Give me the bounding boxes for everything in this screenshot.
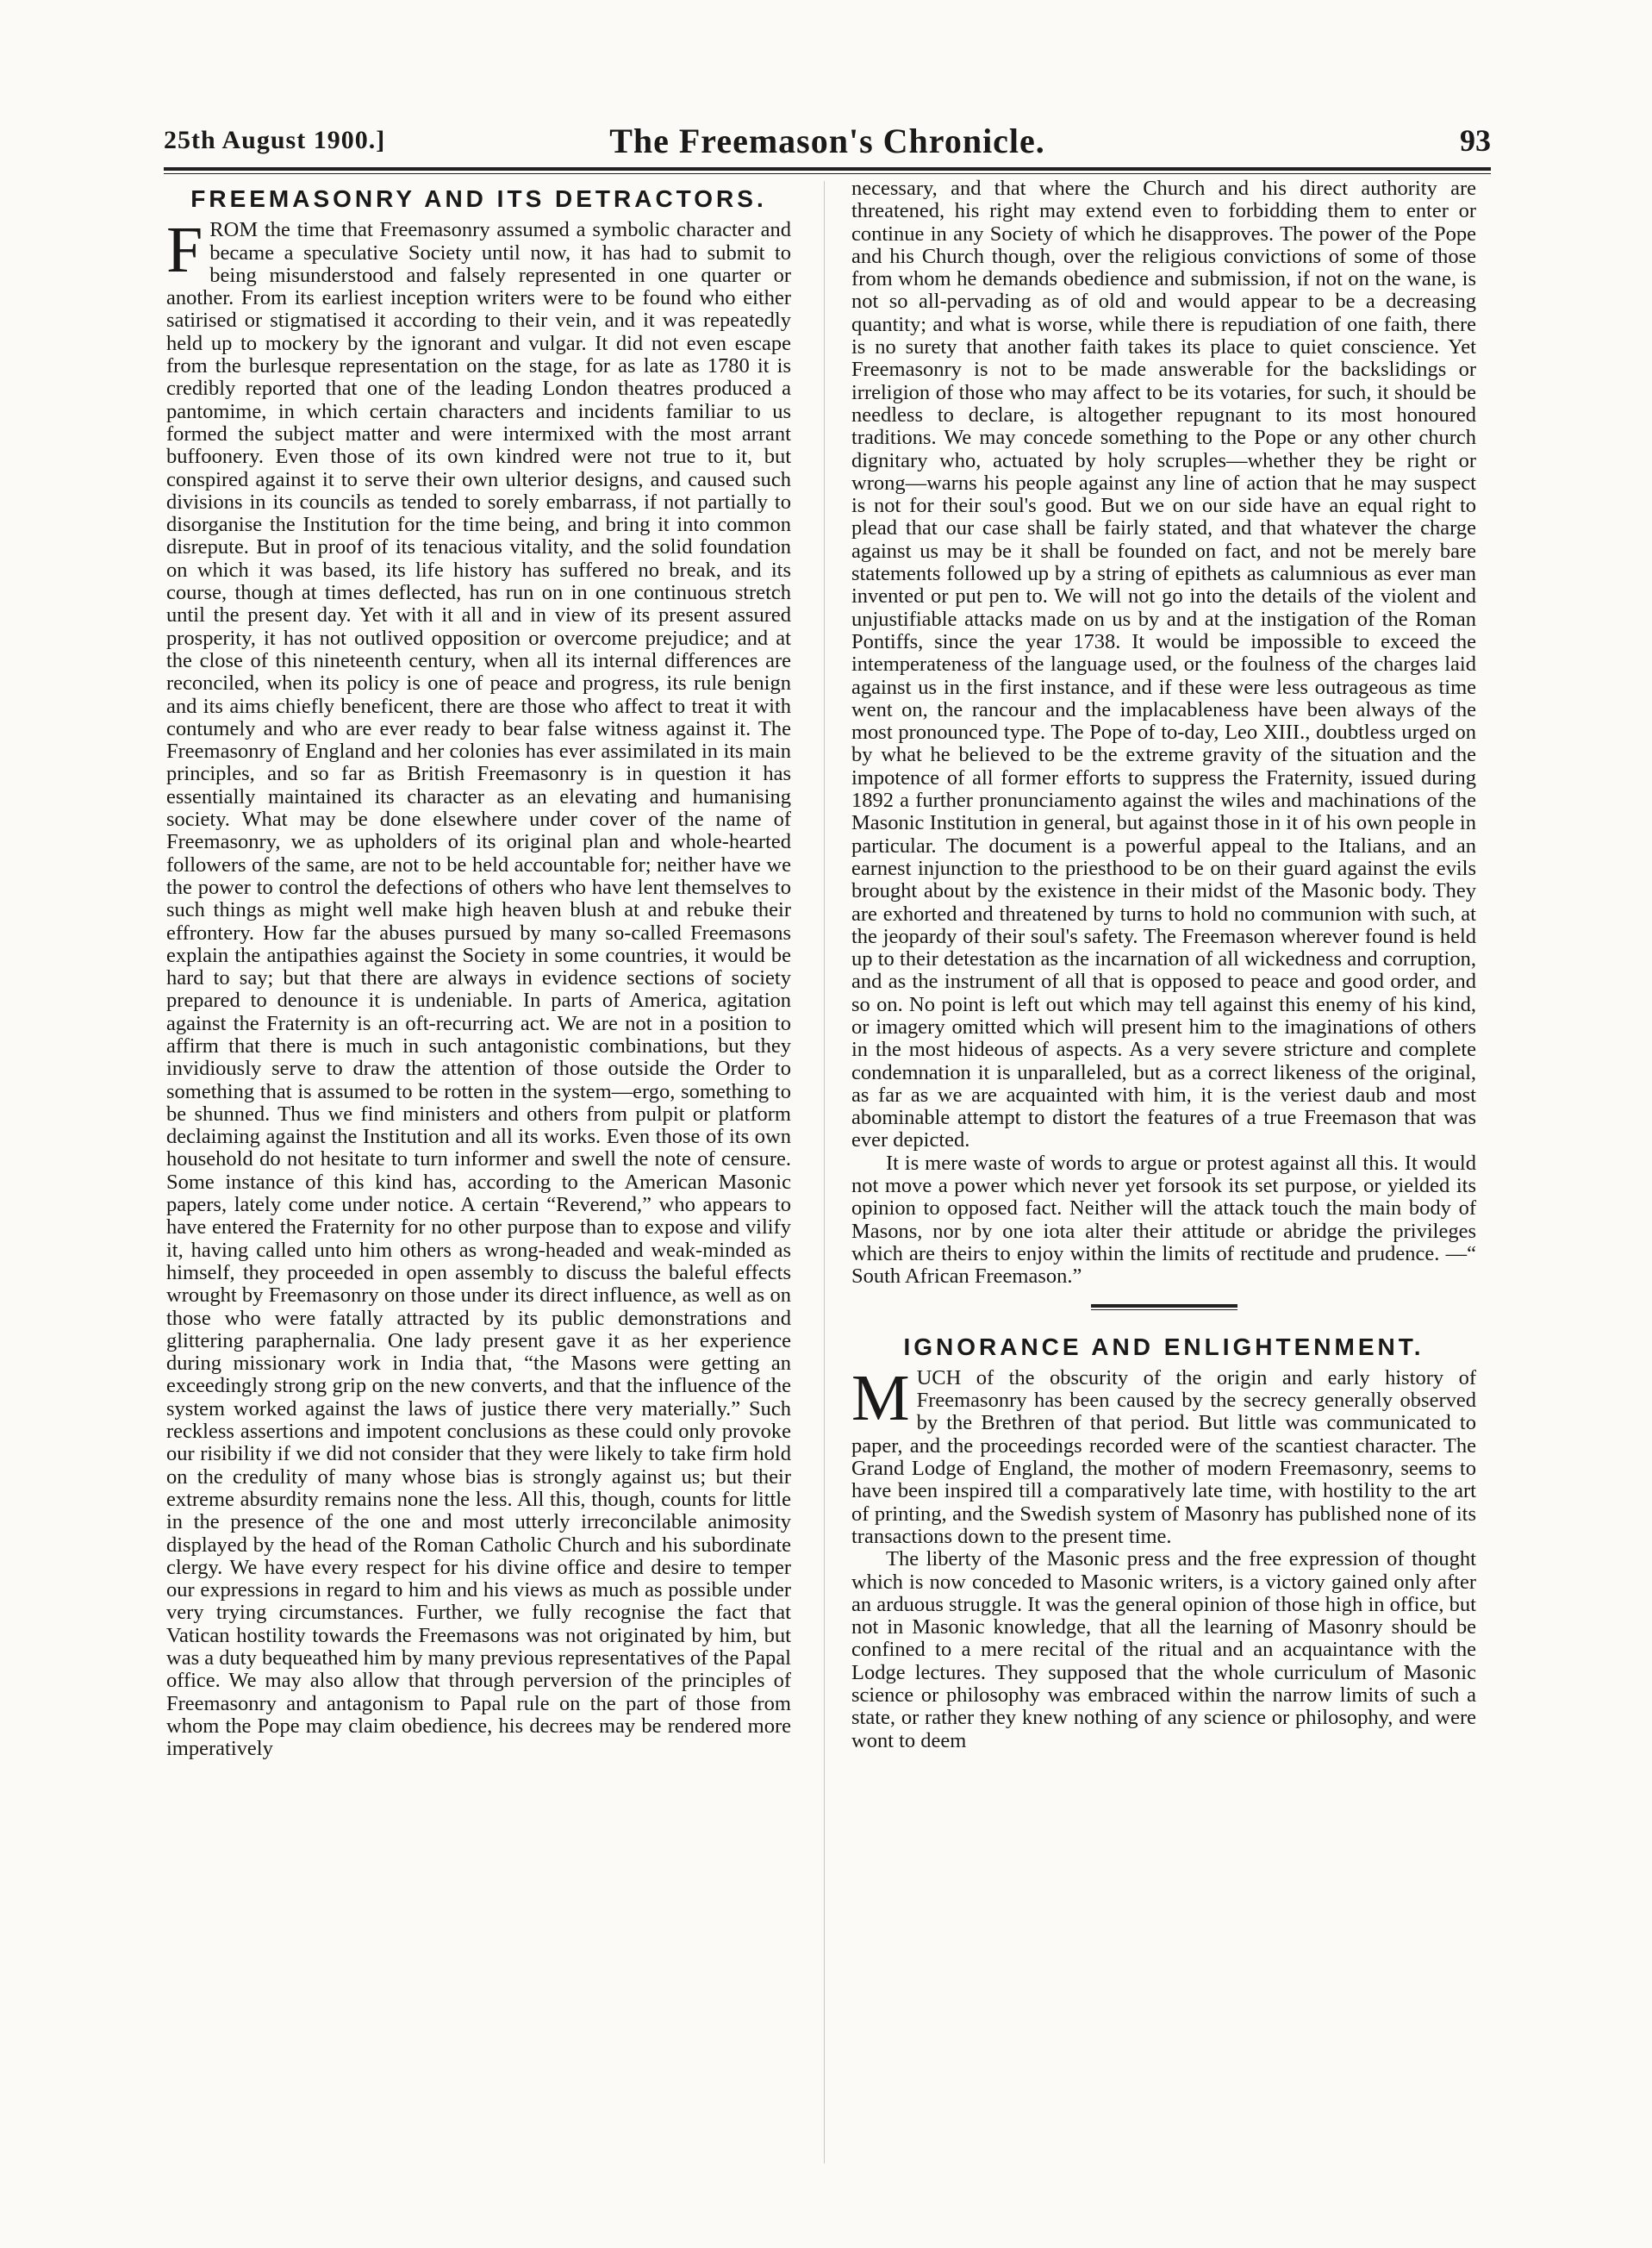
drop-cap-2: M — [851, 1361, 910, 1434]
header-rule — [164, 167, 1491, 171]
article-body-lead — [166, 214, 791, 1761]
article-title: FREEMASONRY AND ITS DETRACTORS. — [190, 185, 767, 212]
left-column — [166, 178, 791, 1760]
masthead — [164, 121, 1491, 164]
page-number: 93 — [1460, 123, 1491, 158]
right-column — [851, 178, 1476, 1752]
article-closing: It is mere waste of words to argue or protest against all this. It would not move a power which never yet forsook its set purpose, or yielded its opinion to opposed fact. Neither will the attack touch the main body of Masons, nor by one iota alter their attitude or abridge the privileges which are theirs to enjoy within the limits of rectitude and prudence. —“ South African Freemason.” — [851, 1151, 1476, 1289]
article-text: ROM the time that Freemasonry assumed a symbolic character and became a speculative Society until now, it has had to submit to being misunderstood and falsely represented in one quarter or another. From its earliest inception writers were to be found who either satirised or stigmatised it according to their vein, and it was repeatedly held up to mockery by the ignorant and vulgar. It did not even escape from the burlesque representation on the stage, for as late as 1780 it is credibly reported that one of the leading London theatres produced a pantomime, in which certain characters and incidents familiar to us formed the subject matter and were intermixed with the most arrant buffoonery. Even those of its own kindred were not true to it, but conspired against it to serve their own ulterior designs, and caused such divisions in its councils as tended to sorely embarrass, if not partially to disorganise the Institution for the time being, and bring it into common disrepute. But in proof of its tenacious vitality, and the solid foundation on which it was based, its life history has suffered no break, and its course, though at times deflected, has run on in one continuous stretch until the present day. Yet with it all and in view of its present assured prosperity, it has not outlived opposition or overcome prejudice; and at the close of this nineteenth century, when all its internal differences are reconciled, when its policy is one of peace and progress, its rule benign and its aims chiefly beneficent, there are those who affect to treat it with contumely and who are ever ready to bear false witness against it. The Freemasonry of England and her colonies has ever assimilated in its main principles, and so far as British Freemasonry is in question it has essentially maintained its character as an elevating and humanising society. What may be done elsewhere under cover of the name of Freemasonry, we as upholders of its original plan and whole-hearted followers of the same, are not to be held accountable for; neither have we the power to control the defections of others who have lent themselves to such things as might well make high heaven blush at and rebuke their effrontery. How far the abuses pursued by many so-called Freemasons explain the antipathies against the Society in some countries, it would be hard to say; but that there are always in evidence sections of society prepared to denounce it is undeniable. In parts of America, agitation against the Fraternity is an oft-recurring act. We are not in a position to affirm that there is much in such antagonistic combinations, but they invidiously serve to draw the attention of those outside the Order to something that is assumed to be rotten in the system—ergo, something to be shunned. Thus we find ministers and others from pulpit or platform declaiming against the Institution and all its works. Even those of its own household do not hesitate to turn informer and swell the note of censure. Some instance of this kind has, according to the American Masonic papers, lately come under notice. A certain “Reverend,” who appears to have entered the Fraternity for no other purpose than to expose and vilify it, having called unto him others as wrong-headed and weak-minded as himself, they proceeded in open assembly to discuss the baleful effects wrought by Freemasonry on those under its direct influence, as well as on those who were fatally attracted by its public demonstrations and glittering paraphernalia. One lady present gave it as her experience during missionary work in India that, “the Masons were getting an exceedingly strong grip on the new converts, and that the influence of the system worked against the laws of justice there very materially.” Such reckless assertions and impotent conclusions as these could only provoke our risibility if we did not consider that they were likely to take firm hold on the credulity of many whose bias is strongly against us; but their extreme absurdity remains none the less. All this, though, counts for little in the presence of the one and most utterly irreconcilable animosity displayed by the head of the Roman Catholic Church and his subordinate clergy. We have every respect for his divine office and desire to temper our expressions in regard to him and his views as much as possible under very trying circumstances. Further, we fully recognise the fact that Vatican hostility towards the Freemasons was not originated by him, but was a duty bequeathed him by many previous representatives of the Papal office. We may also allow that through perversion of the principles of Freemasonry and antagonism to Papal rule on the part of those from whom the Pope may claim obedience, his decrees may be rendered more imperatively — [166, 218, 791, 1761]
issue-date: 25th August 1900.] — [164, 126, 386, 154]
article2-text: UCH of the obscurity of the origin and early history of Freemasonry has been caused by the secrecy generally observed by the Brethren of that period. But little was communicated to paper, and the proceedings recorded were of the scantiest character. The Grand Lodge of England, the mother of modern Freemasonry, seems to have been inspired till a comparatively late time, with hostility to the art of printing, and the Swedish system of Masonry has published none of its transactions down to the present time. — [851, 1365, 1476, 1548]
drop-cap: F — [166, 214, 203, 287]
header-rule-thin — [164, 173, 1491, 174]
article-continuation: necessary, and that where the Church and his direct authority are threatened, his right may extend even to forbidding them to enter or continue in any Society of which he disapproves. The power of the Pope and his Church though, over the religious convictions of some of those from whom he demands obedience and submission, if not on the wane, is not so all-pervading as of old and would appear to be a decreasing quantity; and what is worse, while there is repudiation of one faith, there is no surety that another faith takes its place to quiet conscience. Yet Freemasonry is not to be made answerable for the backslidings or irreligion of those who may affect to be its votaries, for such, it should be needless to declare, is altogether repugnant to its most honoured traditions. We may concede something to the Pope or any other church dignitary who, actuated by holy scruples—whether they be right or wrong—warns his people against any line of action that he may suspect is not for their soul's good. But we on our side have an equal right to plead that our case shall be fairly stated, and that whatever the charge against us may be it shall be founded on fact, and not be merely bare statements followed up by a string of epithets as calumnious as ever man invented or put pen to. We will not go into the details of the violent and unjustifiable attacks made on us by and at the instigation of the Roman Pontiffs, since the year 1738. It would be impossible to exceed the intemperateness of the language used, or the foulness of the charges laid against us in the first instance, and if these were less outrageous as time went on, the rancour and the implacableness have been always of the most pronounced type. The Pope of to-day, Leo XIII., doubtless urged on by what he believed to be the extreme gravity of the situation and the impotence of all former efforts to suppress the Fraternity, issued during 1892 a further pronunciamento against the wiles and machinations of the Masonic Institution in general, but against those in it of his own people in particular. The document is a powerful appeal to the Italians, and an earnest injunction to the priesthood to be on their guard against the evils brought about by the existence in their midst of the Masonic body. They are exhorted and threatened by turns to hold no communion with such, at the jeopardy of their soul's safety. The Freemason wherever found is held up to their detestation as the incarnation of all wickedness and corruption, and as the instrument of all that is opposed to peace and good order, and so on. No point is left out which may tell against this enemy of his kind, or imagery omitted which will present him to the imaginations of others in the most hideous of aspects. As a very severe stricture and complete condemnation it is unparalleled, but as a correct likeness of the original, as far as we are acquainted with him, it is the veriest daub and most abominable attempt to distort the features of a true Freemason that was ever depicted. — [851, 177, 1476, 1152]
column-divider — [824, 181, 825, 2164]
section-separator — [1091, 1304, 1237, 1308]
article2-second-paragraph: The liberty of the Masonic press and the free expression of thought which is now conceded to Masonic writers, is a victory gained only after an arduous struggle. It was the general opinion of those high in office, but not in Masonic knowledge, that all the learning of Masonry should be confined to a mere recital of the ritual and an acquaintance with the Lodge lectures. They supposed that the whole curriculum of Masonic science or philosophy was embraced within the narrow limits of such a state, or rather they knew nothing of any science or philosophy, and were wont to deem — [851, 1547, 1476, 1752]
article2-body-lead — [851, 1361, 1476, 1548]
publication-title: The Freemason's Chronicle. — [609, 122, 1045, 160]
section-separator-thin — [1091, 1309, 1237, 1310]
article-title-2: IGNORANCE AND ENLIGHTENMENT. — [903, 1333, 1424, 1360]
